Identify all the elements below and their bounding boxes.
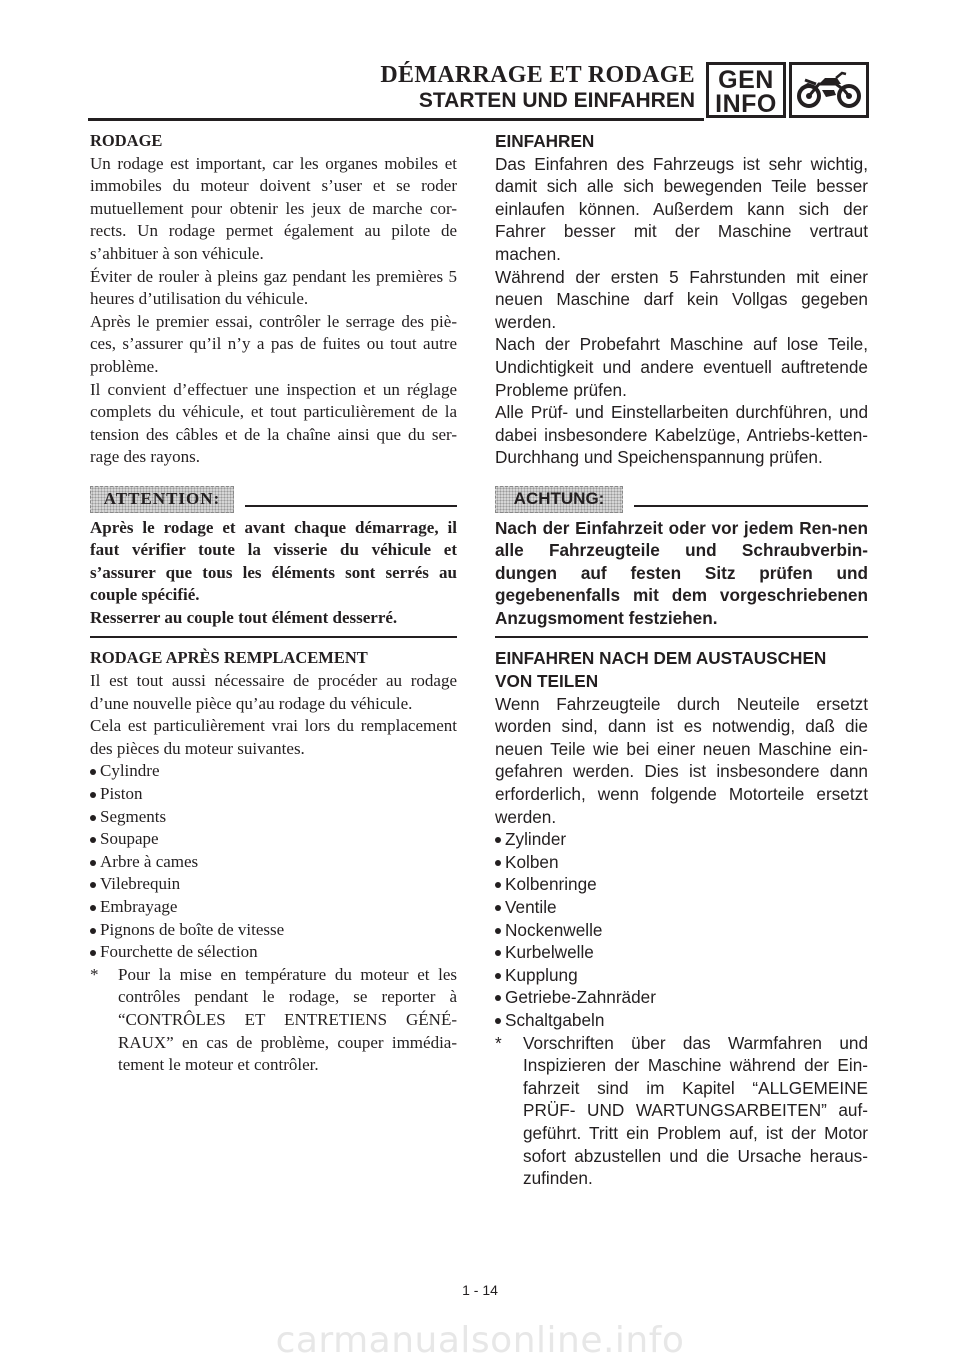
paragraph: Alle Prüf- und Einstellarbeiten durchführen, und dabei insbesondere Kabelzüge, Antriebs-ketten-Durchhang und Speichenspannung prüfen.: [495, 402, 868, 468]
list-item: Kolben: [495, 851, 868, 874]
heading-replacement-line2: VON TEILEN: [495, 671, 599, 692]
paragraph: Während der ersten 5 Fahrstunden mit einer neuen Maschine darf kein Vollgas gegeben werden.: [495, 266, 868, 332]
list-item: Segments: [90, 806, 457, 829]
header-title-fr: DÉMARRAGE ET RODAGE: [380, 62, 695, 88]
column-german: [495, 130, 868, 1190]
section-badge-line1: GEN: [718, 66, 774, 94]
list-item: Kupplung: [495, 964, 868, 987]
page-number: 1 - 14: [462, 1282, 498, 1298]
paragraph: Wenn Fahrzeugteile durch Neuteile ersetzt worden sind, dann ist es notwendig, daß die neuen Teile wie bei einer neuen Maschine ein-gefahren werden. Dies ist insbesondere dann erforderlich, wenn folgende Motorteile ersetzt werden.: [495, 693, 868, 827]
paragraph: Cela est particulièrement vrai lors du remplacement des pièces du moteur suivantes.: [90, 716, 457, 758]
header-title-de: STARTEN UND EINFAHREN: [418, 89, 695, 112]
footnote-marker: *: [495, 1032, 502, 1053]
section-badge: [706, 62, 786, 118]
warning-text: Resserrer au couple tout élément desserré.: [90, 607, 398, 627]
heading-rodage: RODAGE: [90, 131, 163, 150]
section-badge-line2: INFO: [715, 90, 777, 118]
list-item: Kolbenringe: [495, 873, 868, 896]
warning-label: ATTENTION:: [90, 486, 234, 513]
heading-replacement-line1: EINFAHREN NACH DEM AUSTAUSCHEN: [495, 648, 827, 669]
list-item: Soupape: [90, 828, 457, 851]
warning-end-rule: [495, 636, 868, 638]
warning-rule: [634, 505, 868, 507]
parts-list: [90, 760, 457, 963]
list-item: Fourchette de sélection: [90, 941, 457, 964]
paragraph: Éviter de rouler à pleins gaz pendant les premières 5 heures d’utilisation du véhicule.: [90, 266, 457, 309]
footnote-text: Vorschriften über das Warmfahren und Inspizieren der Maschine während der Ein-fahrzeit sind im Kapitel “ALLGEMEINE PRÜF- UND WARTUNGSARBEITEN” auf-geführt. Tritt ein Problem auf, ist der Motor sofort abzustellen und die Ursache heraus-zufinden.: [523, 1032, 868, 1189]
paragraph: Il convient d’effectuer une inspection et un réglage complets du véhicule, et tout particulièrement de la tension des câbles et de la chaîne ainsi que du ser-rage des rayons.: [90, 379, 457, 467]
paragraph: Après le premier essai, contrôler le serrage des piè-ces, s’assurer qu’il n’y a pas de fuites ou tout autre problème.: [90, 311, 457, 376]
header-rule: [88, 118, 704, 121]
list-item: Embrayage: [90, 896, 457, 919]
list-item: Cylindre: [90, 760, 457, 783]
column-french: [90, 130, 457, 1077]
list-item: Vilebrequin: [90, 873, 457, 896]
warning-label: ACHTUNG:: [495, 486, 623, 513]
list-item: Kurbelwelle: [495, 941, 868, 964]
list-item: Arbre à cames: [90, 851, 457, 874]
list-item: Nockenwelle: [495, 919, 868, 942]
list-item: Piston: [90, 783, 457, 806]
paragraph: Das Einfahren des Fahrzeugs ist sehr wichtig, damit sich alle sich bewegenden Teile besser einlaufen können. Außerdem kann sich der Fahrer besser mit der Maschine vertraut machen.: [495, 153, 868, 264]
heading-einfahren: EINFAHREN: [495, 131, 595, 151]
warning-header: [90, 486, 457, 513]
list-item: Schaltgabeln: [495, 1009, 868, 1032]
page-header: [370, 62, 695, 114]
warning-rule: [245, 505, 457, 507]
warning-header: [495, 486, 868, 513]
paragraph: Nach der Probefahrt Maschine auf lose Teile, Undichtigkeit und andere eventuell auftretende Probleme prüfen.: [495, 334, 868, 400]
paragraph: Un rodage est important, car les organes mobiles et immobiles du moteur doivent s’user et se roder mutuellement pour obtenir les jeux de marche cor-rects. Un rodage permet également au pilote de s’ahbituer à son véhicule.: [90, 153, 457, 263]
warning-text: Après le rodage et avant chaque démarrage, il faut vérifier toute la visserie du véhicule et s’assurer que tous les éléments sont serrés au couple spécifié.: [90, 517, 457, 605]
watermark: carmanualsonline.info: [275, 1320, 685, 1361]
list-item: Ventile: [495, 896, 868, 919]
list-item: Getriebe-Zahnräder: [495, 986, 868, 1009]
footnote-marker: *: [90, 964, 99, 984]
footnote: [90, 964, 457, 1077]
footnote-text: Pour la mise en température du moteur et les contrôles pendant le rodage, se reporter à “CONTRÔLES ET ENTRETIENS GÉNÉ-RAUX” en cas de problème, couper immédia-tement le moteur et contrôler.: [118, 964, 457, 1075]
list-item: Zylinder: [495, 828, 868, 851]
warning-text: Nach der Einfahrzeit oder vor jedem Ren-nen alle Fahrzeugteile und Schraubverbin-dungen auf festen Sitz prüfen und gegebenenfalls mit dem vorgeschriebenen Anzugsmoment festziehen.: [495, 517, 868, 628]
footnote: [495, 1032, 868, 1190]
warning-end-rule: [90, 636, 457, 638]
list-item: Pignons de boîte de vitesse: [90, 919, 457, 942]
paragraph: Il est tout aussi nécessaire de procéder au rodage d’une nouvelle pièce qu’au rodage du véhicule.: [90, 671, 457, 713]
parts-list: [495, 828, 868, 1031]
heading-replacement: RODAGE APRÈS REMPLACEMENT: [90, 648, 368, 668]
motorcycle-icon: [789, 62, 869, 118]
